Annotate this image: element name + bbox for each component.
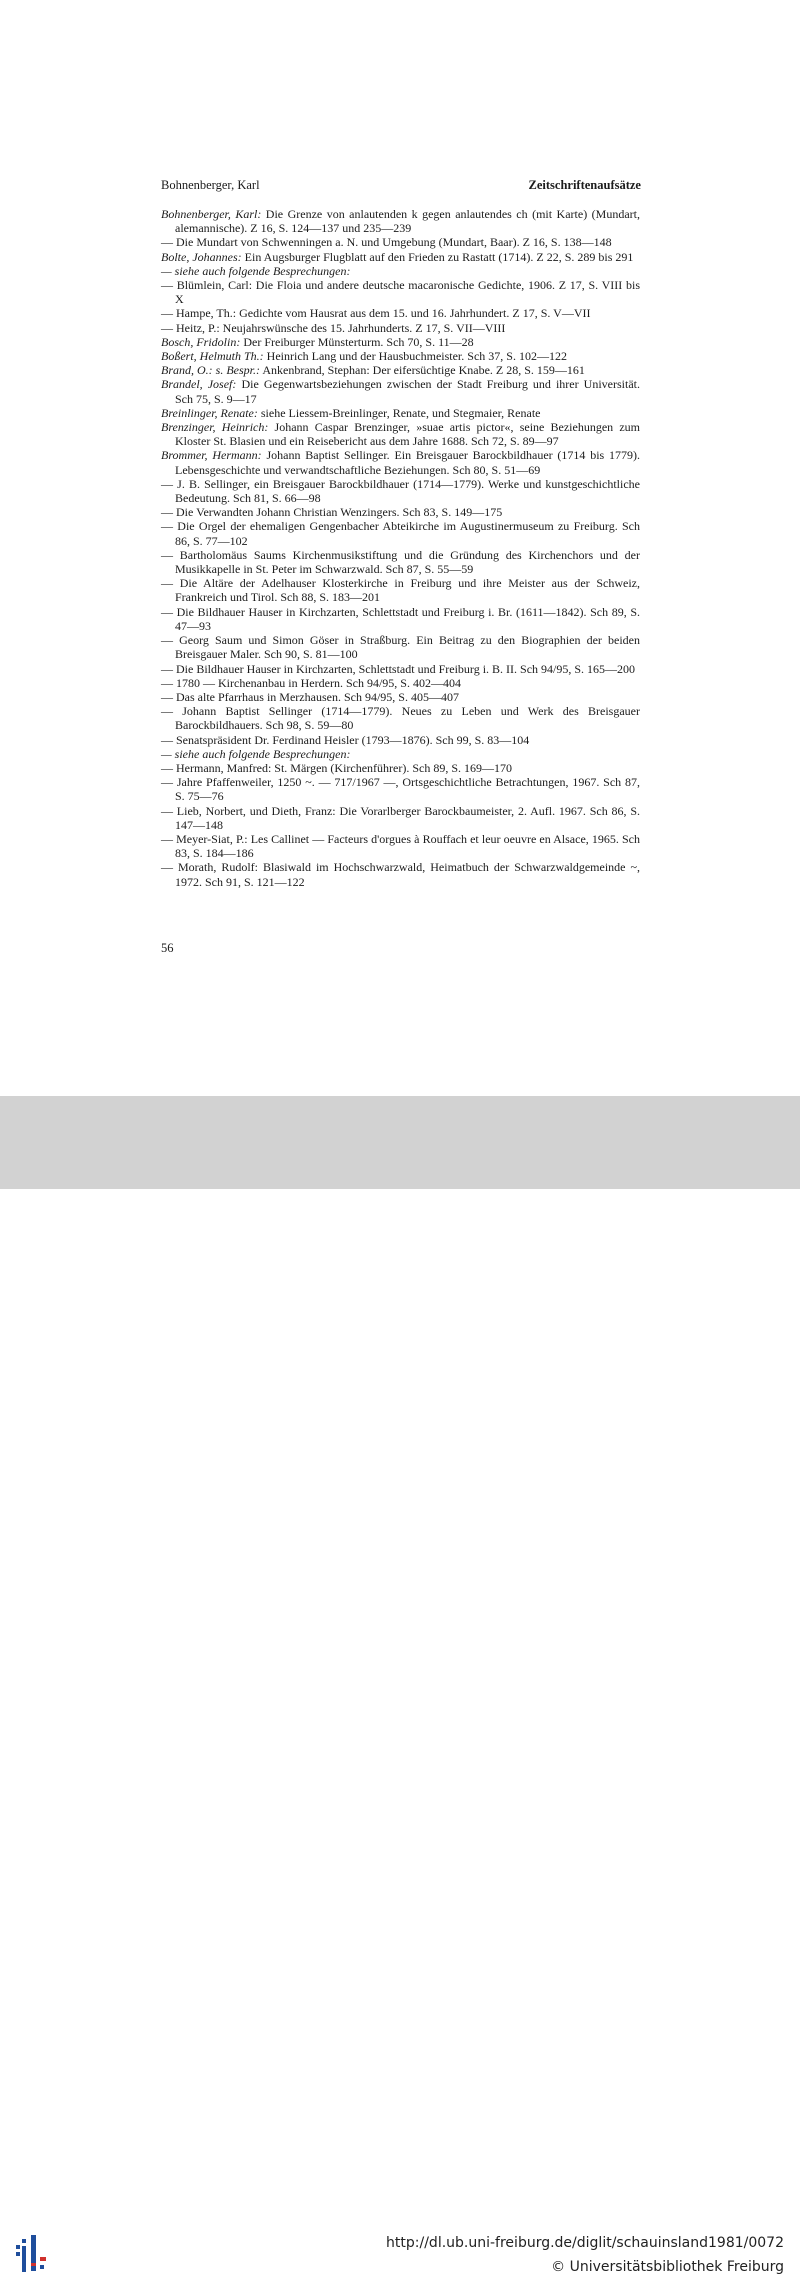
bibliography-entry <box>161 519 640 547</box>
entry-text: — Hermann, Manfred: St. Märgen (Kirchenführer). Sch 89, S. 169—170 <box>161 760 513 775</box>
entry-text: — Georg Saum und Simon Göser in Straßburg. Ein Beitrag zu den Biographien der beiden Breisgauer Maler. Sch 90, S. 81—100 <box>161 633 640 662</box>
bibliography-entry <box>161 306 640 320</box>
entry-text: — Johann Baptist Sellinger (1714—1779). Neues zu Leben und Werk des Breisgauer Barockbildhauers. Sch 98, S. 59—80 <box>161 704 640 733</box>
entry-text: Die Gegenwartsbeziehungen zwischen der Stadt Freiburg und ihrer Universität. Sch 75, S. 9—17 <box>175 377 641 406</box>
bibliography-entry <box>161 761 640 775</box>
entry-text: — Hampe, Th.: Gedichte vom Hausrat aus dem 15. und 16. Jahrhundert. Z 17, S. V—VII <box>161 306 591 321</box>
page-number: 56 <box>161 941 174 955</box>
entry-text: Johann Caspar Brenzinger, »suae artis pictor«, seine Beziehungen zum Kloster St. Blasien und ein Reisebericht aus dem Jahre 1688. Sch 72, S. 89—97 <box>175 420 640 449</box>
entry-author: — siehe auch folgende Besprechungen: <box>161 746 351 761</box>
bibliography-entry <box>161 676 640 690</box>
bibliography-entry <box>161 264 640 278</box>
entry-author: Brandel, Josef: <box>161 377 237 392</box>
bibliography-entry <box>161 349 640 363</box>
bibliography-entry <box>161 690 640 704</box>
entry-text: — Bartholomäus Saums Kirchenmusikstiftung und die Gründung des Kirchenchors und der Musikkapelle in St. Peter im Schwarzwald. Sch 87, S. 55—59 <box>161 547 640 577</box>
library-logo-icon <box>12 2235 52 2277</box>
bibliography-entry <box>161 448 640 476</box>
entry-text: Ankenbrand, Stephan: Der eifersüchtige Knabe. Z 28, S. 159—161 <box>260 363 585 378</box>
entry-text: Der Freiburger Münsterturm. Sch 70, S. 11—28 <box>240 334 474 349</box>
entry-text: — Jahre Pfaffenweiler, 1250 ~. — 717/1967 —, Ortsgeschichtliche Betrachtungen, 1967. Sch 87, S. 75—76 <box>161 775 640 804</box>
entry-author: Brand, O.: s. Bespr.: <box>161 363 260 378</box>
entry-text: — Die Bildhauer Hauser in Kirchzarten, Schlettstadt und Freiburg i. B. II. Sch 94/95, S. 165—200 <box>161 661 636 676</box>
bibliography-entry <box>161 804 640 832</box>
entry-author: Boßert, Helmuth Th.: <box>161 349 264 364</box>
bibliography-entry <box>161 633 640 661</box>
bibliography-entry <box>161 832 640 860</box>
bibliography-entry <box>161 363 640 377</box>
entry-text: — Senatspräsident Dr. Ferdinand Heisler (1793—1876). Sch 99, S. 83—104 <box>161 732 530 747</box>
entry-text: — Die Verwandten Johann Christian Wenzingers. Sch 83, S. 149—175 <box>161 505 503 520</box>
entry-text: — Die Orgel der ehemaligen Gengenbacher Abteikirche im Augustinermuseum zu Freiburg. Sch 86, S. 77—102 <box>161 519 640 548</box>
bibliography-entry <box>161 406 640 420</box>
document-page <box>0 0 800 1096</box>
entry-author: Bolte, Johannes: <box>161 249 242 264</box>
bibliography-entry <box>161 662 640 676</box>
bibliography-entry <box>161 548 640 576</box>
bibliography-entry <box>161 250 640 264</box>
footer-bar <box>0 1096 800 2275</box>
entry-author: Brommer, Hermann: <box>161 448 262 463</box>
entry-text: Ein Augsburger Flugblatt auf den Frieden zu Rastatt (1714). Z 22, S. 289 bis 291 <box>241 249 634 264</box>
entry-text: — Die Altäre der Adelhauser Klosterkirche in Freiburg und ihre Meister aus der Schweiz, Frankreich und Tirol. Sch 88, S. 183—201 <box>161 576 640 605</box>
entry-text: — 1780 — Kirchenanbau in Herdern. Sch 94/95, S. 402—404 <box>161 675 461 690</box>
running-head-right: Zeitschriftenaufsätze <box>528 178 641 192</box>
bibliography-entry <box>161 747 640 761</box>
entry-text: siehe Liessem-Breinlinger, Renate, und Stegmaier, Renate <box>257 405 541 420</box>
entry-text: — J. B. Sellinger, ein Breisgauer Barockbildhauer (1714—1779). Werke und kunstgeschichtliche Bedeutung. Sch 81, S. 66—98 <box>161 476 640 506</box>
bibliography-list <box>161 207 640 889</box>
bibliography-entry <box>161 477 640 505</box>
entry-text: — Meyer-Siat, P.: Les Callinet — Facteurs d'orgues à Rouffach et leur oeuvre en Alsace, 1965. Sch 83, S. 184—186 <box>161 831 640 861</box>
running-head-left: Bohnenberger, Karl <box>161 178 260 192</box>
entry-text: — Das alte Pfarrhaus in Merzhausen. Sch 94/95, S. 405—407 <box>161 689 459 704</box>
footer-copyright: © Universitätsbibliothek Freiburg <box>551 2259 784 2275</box>
bibliography-entry <box>161 235 640 249</box>
bibliography-entry <box>161 733 640 747</box>
entry-text: — Lieb, Norbert, und Dieth, Franz: Die Vorarlberger Barockbaumeister, 2. Aufl. 1967. Sch 86, S. 147—148 <box>161 803 640 832</box>
entry-text: Heinrich Lang und der Hausbuchmeister. Sch 37, S. 102—122 <box>263 349 567 364</box>
bibliography-entry <box>161 420 640 448</box>
bibliography-entry <box>161 576 640 604</box>
bibliography-entry <box>161 278 640 306</box>
entry-text: — Morath, Rudolf: Blasiwald im Hochschwarzwald, Heimatbuch der Schwarzwaldgemeinde ~, 1972. Sch 91, S. 121—122 <box>161 860 640 889</box>
footer-url[interactable]: http://dl.ub.uni-freiburg.de/diglit/schauinsland1981/0072 <box>386 2235 784 2251</box>
bibliography-entry <box>161 335 640 349</box>
bibliography-entry <box>161 505 640 519</box>
entry-author: Bohnenberger, Karl: <box>161 207 262 221</box>
entry-text: — Blümlein, Carl: Die Floia und andere deutsche macaronische Gedichte, 1906. Z 17, S. VIII bis X <box>161 278 640 307</box>
bibliography-entry <box>161 775 640 803</box>
entry-text: — Die Bildhauer Hauser in Kirchzarten, Schlettstadt und Freiburg i. Br. (1611—1842). Sch 89, S. 47—93 <box>161 604 640 633</box>
bibliography-entry <box>161 377 640 405</box>
bibliography-entry <box>161 860 640 888</box>
bibliography-entry <box>161 321 640 335</box>
entry-text: — Die Mundart von Schwenningen a. N. und Umgebung (Mundart, Baar). Z 16, S. 138—148 <box>161 235 612 250</box>
entry-author: Bosch, Fridolin: <box>161 334 241 349</box>
entry-text: Die Grenze von anlautenden k gegen anlautendes ch (mit Karte) (Mundart, alemannische). Z 16, S. 124—137 und 235—239 <box>175 207 640 236</box>
entry-text: Johann Baptist Sellinger. Ein Breisgauer Barockbildhauer (1714 bis 1779). Lebensgeschichte und verwandtschaftliche Beziehungen. Sch 80, S. 51—69 <box>175 448 640 477</box>
entry-author: Breinlinger, Renate: <box>161 405 258 420</box>
bibliography-entry <box>161 207 640 235</box>
bibliography-entry <box>161 704 640 732</box>
bibliography-entry <box>161 605 640 633</box>
entry-author: Brenzinger, Heinrich: <box>161 420 269 435</box>
entry-author: — siehe auch folgende Besprechungen: <box>161 263 351 278</box>
entry-text: — Heitz, P.: Neujahrswünsche des 15. Jahrhunderts. Z 17, S. VII—VIII <box>161 320 506 335</box>
